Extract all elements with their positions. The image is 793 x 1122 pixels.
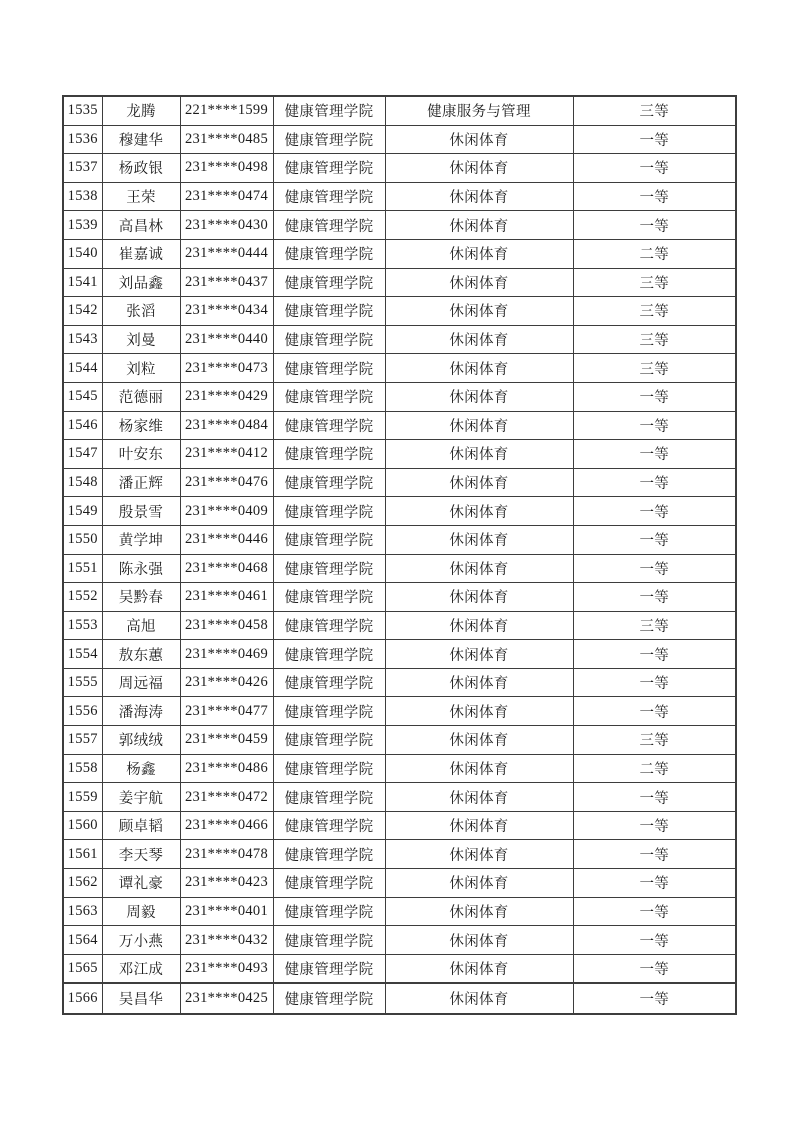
cell-student-id: 231****0474 (180, 182, 273, 211)
cell-student-id: 231****0469 (180, 640, 273, 669)
cell-student-name: 李天琴 (102, 840, 180, 869)
cell-row-number: 1554 (63, 640, 102, 669)
cell-row-number: 1543 (63, 325, 102, 354)
cell-student-name: 刘曼 (102, 325, 180, 354)
cell-row-number: 1558 (63, 754, 102, 783)
cell-student-name: 杨鑫 (102, 754, 180, 783)
cell-row-number: 1564 (63, 926, 102, 955)
cell-award-grade: 一等 (573, 497, 736, 526)
cell-major: 休闲体育 (385, 840, 573, 869)
cell-award-grade: 一等 (573, 468, 736, 497)
cell-major: 休闲体育 (385, 869, 573, 898)
cell-student-id: 231****0444 (180, 239, 273, 268)
cell-college: 健康管理学院 (273, 754, 385, 783)
cell-major: 健康服务与管理 (385, 96, 573, 125)
cell-student-name: 龙腾 (102, 96, 180, 125)
cell-student-id: 231****0437 (180, 268, 273, 297)
cell-major: 休闲体育 (385, 754, 573, 783)
table-row (63, 154, 736, 183)
cell-college: 健康管理学院 (273, 640, 385, 669)
cell-student-name: 叶安东 (102, 440, 180, 469)
table-row (63, 211, 736, 240)
cell-student-id: 231****0430 (180, 211, 273, 240)
cell-college: 健康管理学院 (273, 497, 385, 526)
cell-row-number: 1552 (63, 583, 102, 612)
cell-student-name: 姜宇航 (102, 783, 180, 812)
table-row (63, 926, 736, 955)
cell-major: 休闲体育 (385, 239, 573, 268)
cell-student-id: 231****0473 (180, 354, 273, 383)
cell-college: 健康管理学院 (273, 325, 385, 354)
cell-college: 健康管理学院 (273, 668, 385, 697)
cell-row-number: 1545 (63, 382, 102, 411)
cell-student-id: 231****0412 (180, 440, 273, 469)
cell-award-grade: 一等 (573, 554, 736, 583)
cell-row-number: 1546 (63, 411, 102, 440)
cell-major: 休闲体育 (385, 497, 573, 526)
table-row (63, 182, 736, 211)
cell-row-number: 1565 (63, 954, 102, 983)
cell-college: 健康管理学院 (273, 182, 385, 211)
cell-major: 休闲体育 (385, 726, 573, 755)
cell-award-grade: 一等 (573, 983, 736, 1014)
cell-student-name: 崔嘉诚 (102, 239, 180, 268)
cell-major: 休闲体育 (385, 954, 573, 983)
cell-row-number: 1562 (63, 869, 102, 898)
cell-award-grade: 三等 (573, 611, 736, 640)
cell-award-grade: 一等 (573, 583, 736, 612)
cell-award-grade: 一等 (573, 954, 736, 983)
cell-award-grade: 一等 (573, 440, 736, 469)
cell-award-grade: 二等 (573, 754, 736, 783)
cell-major: 休闲体育 (385, 411, 573, 440)
table-row (63, 297, 736, 326)
cell-college: 健康管理学院 (273, 440, 385, 469)
cell-college: 健康管理学院 (273, 811, 385, 840)
cell-college: 健康管理学院 (273, 239, 385, 268)
cell-college: 健康管理学院 (273, 125, 385, 154)
cell-student-id: 231****0493 (180, 954, 273, 983)
cell-student-id: 231****0486 (180, 754, 273, 783)
cell-student-id: 231****0426 (180, 668, 273, 697)
cell-award-grade: 三等 (573, 726, 736, 755)
cell-award-grade: 一等 (573, 211, 736, 240)
table-row (63, 583, 736, 612)
cell-award-grade: 三等 (573, 354, 736, 383)
cell-college: 健康管理学院 (273, 783, 385, 812)
cell-major: 休闲体育 (385, 468, 573, 497)
cell-college: 健康管理学院 (273, 983, 385, 1014)
cell-major: 休闲体育 (385, 783, 573, 812)
cell-college: 健康管理学院 (273, 297, 385, 326)
cell-row-number: 1541 (63, 268, 102, 297)
cell-award-grade: 一等 (573, 154, 736, 183)
cell-student-name: 周远福 (102, 668, 180, 697)
cell-student-name: 杨政银 (102, 154, 180, 183)
cell-student-id: 231****0429 (180, 382, 273, 411)
cell-student-id: 231****0459 (180, 726, 273, 755)
cell-major: 休闲体育 (385, 554, 573, 583)
cell-college: 健康管理学院 (273, 611, 385, 640)
table-row (63, 440, 736, 469)
cell-award-grade: 一等 (573, 182, 736, 211)
cell-student-id: 231****0478 (180, 840, 273, 869)
cell-major: 休闲体育 (385, 182, 573, 211)
cell-student-id: 231****0409 (180, 497, 273, 526)
cell-major: 休闲体育 (385, 382, 573, 411)
cell-student-name: 陈永强 (102, 554, 180, 583)
cell-student-name: 高旭 (102, 611, 180, 640)
cell-college: 健康管理学院 (273, 525, 385, 554)
cell-major: 休闲体育 (385, 983, 573, 1014)
cell-row-number: 1536 (63, 125, 102, 154)
cell-row-number: 1542 (63, 297, 102, 326)
cell-college: 健康管理学院 (273, 354, 385, 383)
table-row (63, 125, 736, 154)
table-row (63, 611, 736, 640)
cell-student-name: 刘粒 (102, 354, 180, 383)
table-row (63, 811, 736, 840)
cell-student-id: 231****0477 (180, 697, 273, 726)
table-row (63, 382, 736, 411)
cell-row-number: 1544 (63, 354, 102, 383)
cell-major: 休闲体育 (385, 640, 573, 669)
table-row (63, 726, 736, 755)
cell-major: 休闲体育 (385, 697, 573, 726)
cell-student-id: 231****0434 (180, 297, 273, 326)
table-row (63, 697, 736, 726)
table-row (63, 354, 736, 383)
table-row (63, 96, 736, 125)
cell-student-name: 潘正辉 (102, 468, 180, 497)
table-row (63, 468, 736, 497)
cell-row-number: 1553 (63, 611, 102, 640)
cell-award-grade: 一等 (573, 697, 736, 726)
cell-student-id: 231****0472 (180, 783, 273, 812)
cell-award-grade: 三等 (573, 297, 736, 326)
cell-award-grade: 一等 (573, 869, 736, 898)
cell-college: 健康管理学院 (273, 468, 385, 497)
cell-college: 健康管理学院 (273, 211, 385, 240)
cell-row-number: 1535 (63, 96, 102, 125)
cell-student-name: 范德丽 (102, 382, 180, 411)
cell-student-id: 231****0476 (180, 468, 273, 497)
cell-row-number: 1547 (63, 440, 102, 469)
table-row (63, 983, 736, 1014)
cell-row-number: 1563 (63, 897, 102, 926)
table-row (63, 325, 736, 354)
cell-row-number: 1556 (63, 697, 102, 726)
table-row (63, 268, 736, 297)
table-row (63, 840, 736, 869)
table-row (63, 897, 736, 926)
cell-award-grade: 一等 (573, 668, 736, 697)
cell-major: 休闲体育 (385, 440, 573, 469)
table-row (63, 411, 736, 440)
cell-row-number: 1540 (63, 239, 102, 268)
cell-award-grade: 三等 (573, 96, 736, 125)
cell-student-id: 231****0432 (180, 926, 273, 955)
cell-student-id: 231****0498 (180, 154, 273, 183)
cell-award-grade: 一等 (573, 926, 736, 955)
cell-row-number: 1549 (63, 497, 102, 526)
cell-award-grade: 一等 (573, 811, 736, 840)
cell-row-number: 1561 (63, 840, 102, 869)
cell-award-grade: 三等 (573, 325, 736, 354)
cell-student-id: 231****0485 (180, 125, 273, 154)
cell-row-number: 1555 (63, 668, 102, 697)
cell-major: 休闲体育 (385, 154, 573, 183)
cell-student-name: 顾卓韬 (102, 811, 180, 840)
cell-college: 健康管理学院 (273, 583, 385, 612)
table-row (63, 954, 736, 983)
cell-major: 休闲体育 (385, 583, 573, 612)
cell-student-name: 万小燕 (102, 926, 180, 955)
cell-student-name: 潘海涛 (102, 697, 180, 726)
cell-row-number: 1548 (63, 468, 102, 497)
cell-award-grade: 一等 (573, 840, 736, 869)
cell-student-id: 231****0423 (180, 869, 273, 898)
cell-student-id: 231****0458 (180, 611, 273, 640)
cell-award-grade: 一等 (573, 525, 736, 554)
cell-major: 休闲体育 (385, 525, 573, 554)
cell-student-name: 穆建华 (102, 125, 180, 154)
cell-college: 健康管理学院 (273, 926, 385, 955)
table-row (63, 668, 736, 697)
cell-major: 休闲体育 (385, 125, 573, 154)
cell-row-number: 1539 (63, 211, 102, 240)
cell-major: 休闲体育 (385, 268, 573, 297)
cell-major: 休闲体育 (385, 611, 573, 640)
table-row (63, 783, 736, 812)
cell-major: 休闲体育 (385, 811, 573, 840)
cell-award-grade: 三等 (573, 268, 736, 297)
cell-major: 休闲体育 (385, 211, 573, 240)
cell-student-name: 高昌林 (102, 211, 180, 240)
cell-student-id: 231****0425 (180, 983, 273, 1014)
cell-student-id: 231****0466 (180, 811, 273, 840)
cell-major: 休闲体育 (385, 297, 573, 326)
cell-row-number: 1538 (63, 182, 102, 211)
table-row (63, 640, 736, 669)
cell-major: 休闲体育 (385, 354, 573, 383)
cell-row-number: 1537 (63, 154, 102, 183)
cell-major: 休闲体育 (385, 926, 573, 955)
table-row (63, 239, 736, 268)
cell-college: 健康管理学院 (273, 411, 385, 440)
cell-college: 健康管理学院 (273, 268, 385, 297)
cell-row-number: 1560 (63, 811, 102, 840)
cell-student-name: 殷景雪 (102, 497, 180, 526)
cell-award-grade: 一等 (573, 640, 736, 669)
cell-college: 健康管理学院 (273, 954, 385, 983)
cell-student-name: 杨家维 (102, 411, 180, 440)
cell-student-id: 231****0446 (180, 525, 273, 554)
cell-student-id: 231****0401 (180, 897, 273, 926)
cell-student-name: 周毅 (102, 897, 180, 926)
cell-student-name: 张滔 (102, 297, 180, 326)
table-row (63, 754, 736, 783)
cell-college: 健康管理学院 (273, 382, 385, 411)
cell-student-id: 231****0461 (180, 583, 273, 612)
cell-student-name: 黄学坤 (102, 525, 180, 554)
cell-award-grade: 一等 (573, 382, 736, 411)
cell-college: 健康管理学院 (273, 869, 385, 898)
cell-award-grade: 二等 (573, 239, 736, 268)
table-row (63, 869, 736, 898)
cell-student-id: 221****1599 (180, 96, 273, 125)
cell-major: 休闲体育 (385, 325, 573, 354)
cell-student-name: 吴昌华 (102, 983, 180, 1014)
cell-student-name: 敖东蕙 (102, 640, 180, 669)
cell-major: 休闲体育 (385, 668, 573, 697)
award-list-table (62, 95, 737, 1015)
cell-student-name: 刘品鑫 (102, 268, 180, 297)
cell-student-name: 谭礼豪 (102, 869, 180, 898)
cell-student-id: 231****0484 (180, 411, 273, 440)
cell-student-name: 王荣 (102, 182, 180, 211)
cell-row-number: 1559 (63, 783, 102, 812)
table-row (63, 554, 736, 583)
cell-college: 健康管理学院 (273, 840, 385, 869)
cell-college: 健康管理学院 (273, 726, 385, 755)
cell-student-id: 231****0468 (180, 554, 273, 583)
cell-row-number: 1566 (63, 983, 102, 1014)
cell-row-number: 1557 (63, 726, 102, 755)
cell-award-grade: 一等 (573, 125, 736, 154)
table-row (63, 525, 736, 554)
cell-award-grade: 一等 (573, 411, 736, 440)
cell-student-name: 邓江成 (102, 954, 180, 983)
table-row (63, 497, 736, 526)
cell-student-id: 231****0440 (180, 325, 273, 354)
cell-college: 健康管理学院 (273, 154, 385, 183)
cell-row-number: 1550 (63, 525, 102, 554)
cell-college: 健康管理学院 (273, 96, 385, 125)
cell-award-grade: 一等 (573, 897, 736, 926)
cell-row-number: 1551 (63, 554, 102, 583)
cell-student-name: 郭绒绒 (102, 726, 180, 755)
cell-college: 健康管理学院 (273, 554, 385, 583)
table-body (63, 96, 736, 1014)
cell-college: 健康管理学院 (273, 897, 385, 926)
cell-award-grade: 一等 (573, 783, 736, 812)
cell-major: 休闲体育 (385, 897, 573, 926)
cell-college: 健康管理学院 (273, 697, 385, 726)
cell-student-name: 吴黔春 (102, 583, 180, 612)
